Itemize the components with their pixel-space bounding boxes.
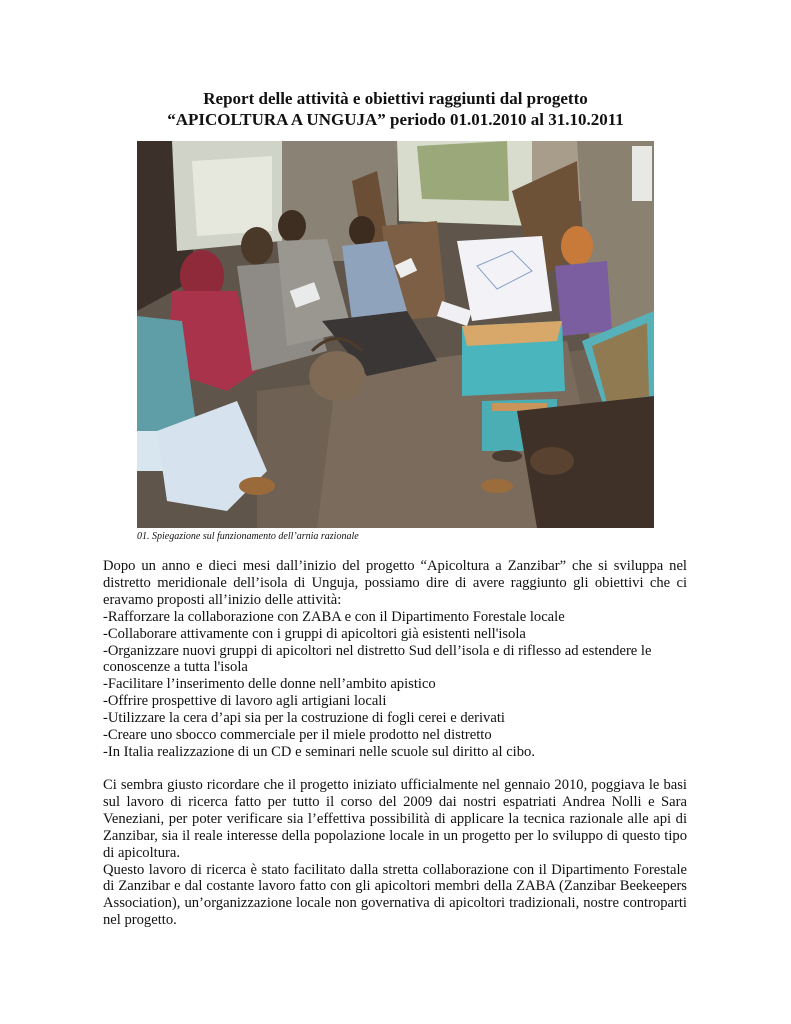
objectives-list xyxy=(103,609,687,761)
intro-line-3: eravamo proposti all’inizio delle attività: xyxy=(103,591,342,608)
list-item: -Collaborare attivamente con i gruppi di apicoltori già esistenti nell'isola xyxy=(103,625,526,642)
paragraph-line: Association), un’organizzazione locale non governativa di apicoltori tradizionali, nostre controparti xyxy=(103,895,687,912)
intro-line-1: Dopo un anno e dieci mesi dall’inizio del progetto “Apicoltura a Zanzibar” che si sviluppa nel xyxy=(103,558,687,574)
photo-caption: 01. Spiegazione sul funzionamento dell’arnia razionale xyxy=(137,531,359,542)
research-section xyxy=(103,777,687,929)
paragraph-line: sul lavoro di ricerca fatto per tutto il corso del 2009 dai nostri espatriati Andrea Nolli e Sara xyxy=(103,793,687,810)
title-line-2: “APICOLTURA A UNGUJA” periodo 01.01.2010 al 31.10.2011 xyxy=(167,110,624,129)
paragraph-line: nel progetto. xyxy=(103,912,177,929)
list-item: -Offrire prospettive di lavoro agli artigiani locali xyxy=(103,693,387,710)
paragraph-line: Zanzibar, sia il reale interesse della popolazione locale in un progetto per lo sviluppo di questo tipo xyxy=(103,827,687,844)
list-item: conoscenze a tutta l'isola xyxy=(103,659,248,676)
document-title xyxy=(0,88,791,130)
paragraph-line: Questo lavoro di ricerca è stato facilitato dalla stretta collaborazione con il Dipartimento Forestale xyxy=(103,861,687,878)
list-item: -Organizzare nuovi gruppi di apicoltori nel distretto Sud dell’isola e di riflesso ad estendere le xyxy=(103,642,652,659)
intro-section xyxy=(103,558,687,761)
paragraph-line: di Zanzibar e dal costante lavoro fatto con gli apicoltori membri della ZABA (Zanzibar Beekeepers xyxy=(103,878,687,895)
list-item: -Utilizzare la cera d’api sia per la costruzione di fogli cerei e derivati xyxy=(103,710,505,727)
workshop-photo xyxy=(137,141,654,528)
list-item: -In Italia realizzazione di un CD e seminari nelle scuole sul diritto al cibo. xyxy=(103,743,535,760)
paragraph-line: Ci sembra giusto ricordare che il progetto iniziato ufficialmente nel gennaio 2010, poggiava le basi xyxy=(103,777,687,793)
paragraph-line: di apicoltura. xyxy=(103,844,180,861)
intro-line-2: distretto meridionale dell’isola di Unguja, possiamo dire di avere raggiunto gli obiettivi che ci xyxy=(103,574,687,591)
list-item: -Creare uno sbocco commerciale per il miele prodotto nel distretto xyxy=(103,727,492,744)
paragraph-line: Veneziani, per poter verificare sia l’effettiva possibilità di applicare la tecnica razionale alle api di xyxy=(103,810,687,827)
list-item: -Facilitare l’inserimento delle donne nell’ambito apistico xyxy=(103,676,436,693)
title-line-1: Report delle attività e obiettivi raggiunti dal progetto xyxy=(203,89,588,108)
list-item: -Rafforzare la collaborazione con ZABA e con il Dipartimento Forestale locale xyxy=(103,608,565,625)
